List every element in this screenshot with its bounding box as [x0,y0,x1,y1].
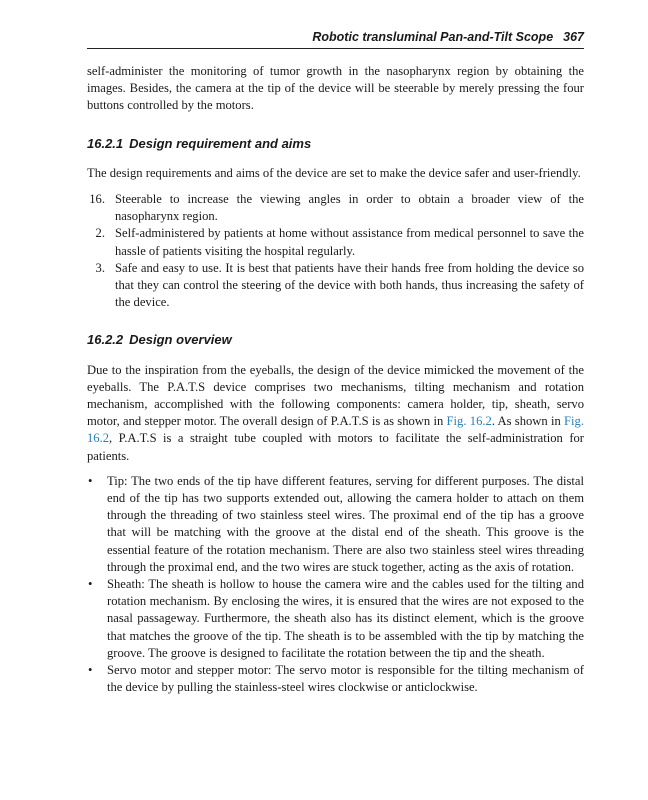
bullet-icon: • [88,473,93,488]
list-item [87,662,584,696]
section-title: Design overview [129,332,232,348]
list-text: Safe and easy to use. It is best that patients have their hands free from holding the device so that they can control the steering of the device with both hands, thus increasing the safety of the device. [115,260,584,310]
figure-link[interactable]: Fig. 16.2 [446,414,492,429]
intro-paragraph: self-administer the monitoring of tumor growth in the nasopharynx region by obtaining the images. Besides, the camera at the tip of the device will be steerable by merely pressing the four buttons controlled by the motors. [87,64,584,113]
list-text: Sheath: The sheath is hollow to house the camera wire and the cables used for the tilting and rotation mechanism. By enclosing the wires, it is ensured that the wires are not exposed to the nasal passageway. Furthermore, the sheath also has its distinct element, which is the groove that matches the groove of the tip. The sheath is to be assembled with the tip by matching the groove. The groove is designed to facilitate the rotation between the tip and the sheath. [107,577,584,660]
list-item [87,576,584,662]
bullet-icon: • [88,577,93,592]
list-item [87,473,584,576]
overview-text: . As shown in [491,414,561,429]
requirements-paragraph: The design requirements and aims of the device are set to make the device safer and user-friendly. [87,165,581,180]
section-title: Design requirement and aims [129,135,312,151]
section-number: 16.2.2 [87,332,124,348]
list-text: Steerable to increase the viewing angles in order to obtain a broader view of the nasopharynx region. [115,192,584,224]
overview-text: Due to the inspiration from the eyeballs, the design of the device mimicked the movement of the eyeballs. The P.A.T.S device comprises two mechanisms, tilting mechanism and rotation mechanism, accomplished with the following components: camera holder, tip, sheath, servo motor, and stepper motor. The overall design of P.A.T.S is as shown in [87,362,584,429]
running-header [87,30,584,49]
list-text: Tip: The two ends of the tip have different features, serving for different purposes. The distal end of the tip has two supports extended out, allowing the camera holder to attach on them through the threading of two stainless steel wires. The proximal end of the tip has a groove that will be matching with the groove at the distal end of the sheath. This groove is the essential feature of the rotation mechanism. There are also two stainless steel wires threading through the proximal end, and the two wires are stuck together, acting as the axis of rotation. [107,473,584,574]
list-text: Self-administered by patients at home without assistance from medical personnel to save the hassle of patients visiting the hospital regularly. [115,226,584,258]
figure-link[interactable]: Fig. 16.2 [87,414,584,446]
components-list [87,473,584,697]
list-item [87,225,584,259]
section-heading-design-overview [87,331,584,348]
page-number: 367 [563,30,584,44]
list-number: 16. [89,192,105,207]
list-item [87,191,584,225]
overview-text: , P.A.T.S is a straight tube coupled with motors to facilitate the self-administration for patients. [87,431,584,463]
list-number: 2. [95,226,105,241]
overview-paragraph [87,362,584,465]
section-heading-design-requirement [87,135,584,152]
page-body [87,63,584,697]
list-text: Servo motor and stepper motor: The servo motor is responsible for the tilting mechanism of the device by pulling the stainless-steel wires clockwise or anticlockwise. [107,663,584,695]
section-number: 16.2.1 [87,135,124,151]
requirements-list [87,191,584,311]
list-item [87,260,584,312]
running-title: Robotic transluminal Pan-and-Tilt Scope [312,30,554,44]
bullet-icon: • [88,663,93,678]
list-number: 3. [95,260,105,275]
